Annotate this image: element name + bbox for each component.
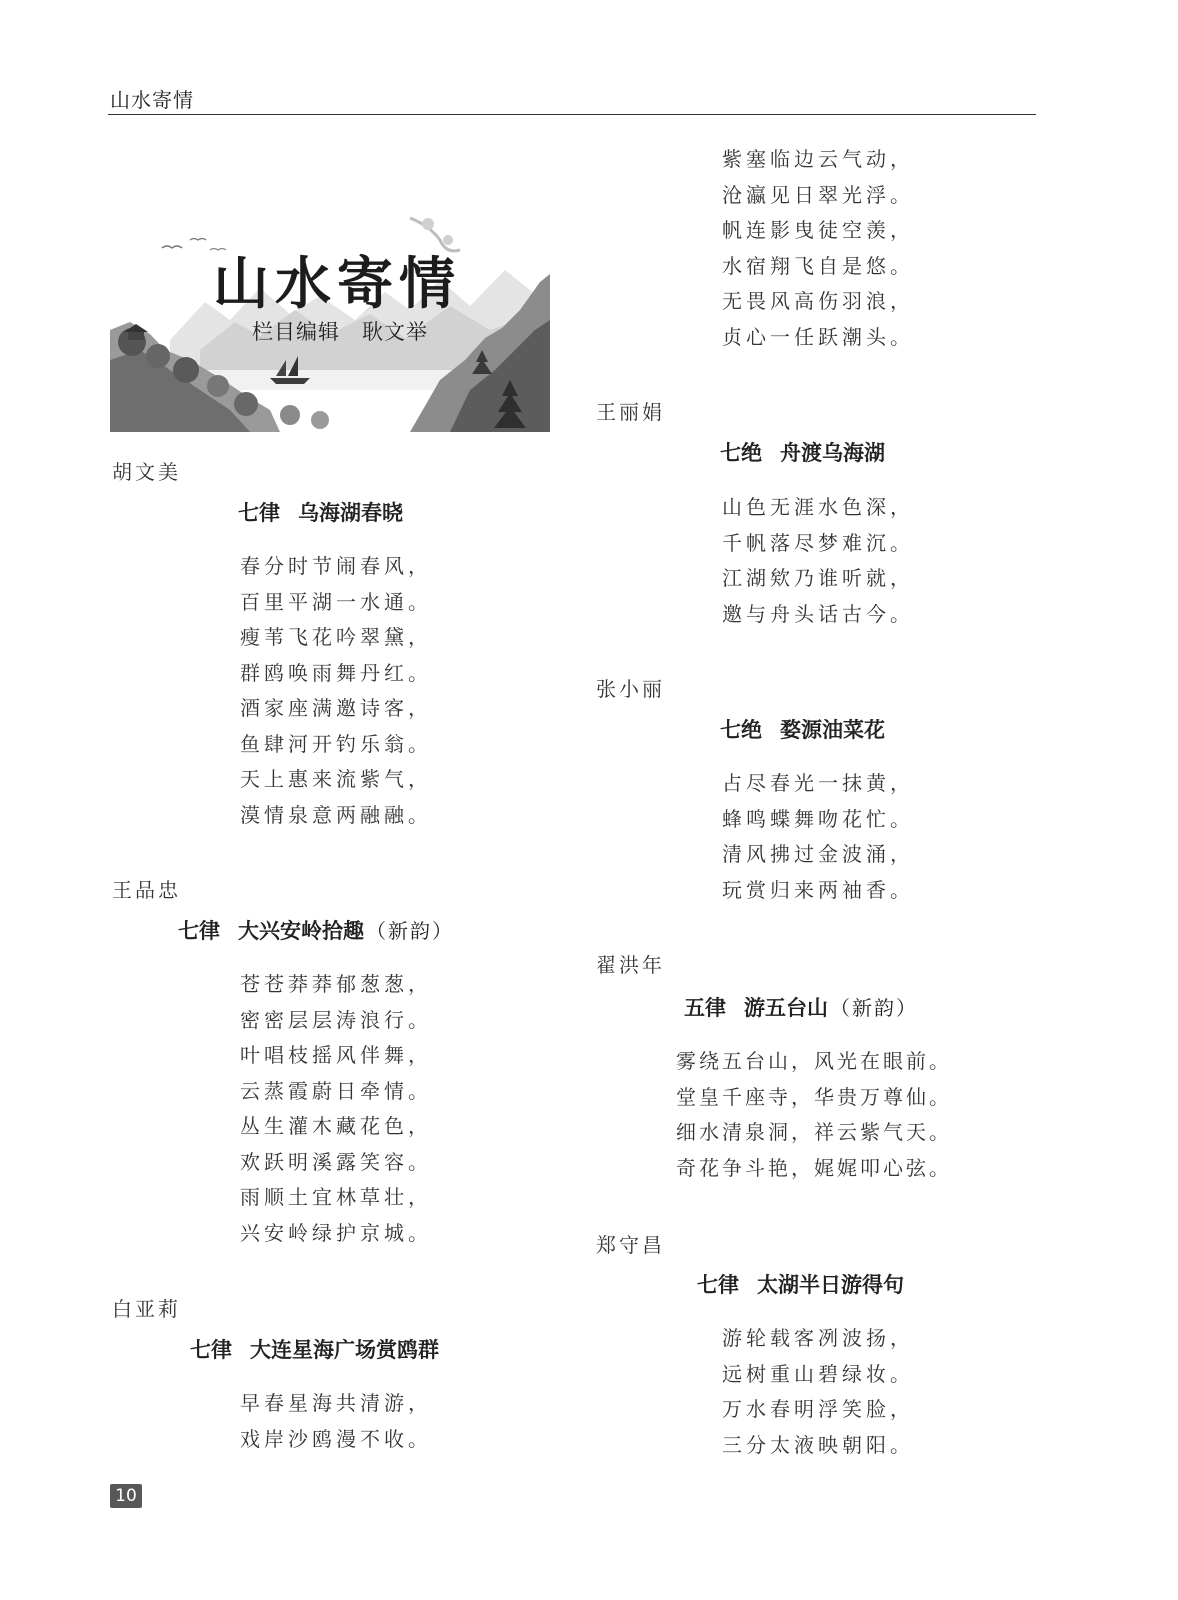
poem-line: 群鸥唤雨舞丹红。 bbox=[240, 660, 432, 685]
poem-line: 万水春明浮笑脸， bbox=[722, 1397, 914, 1421]
poem-line: 紫塞临边云气动， bbox=[722, 147, 914, 171]
poem-line: 苍苍莽莽郁葱葱， bbox=[240, 972, 432, 996]
poem-title-text: 婺源油菜花 bbox=[780, 718, 885, 742]
poem-body bbox=[722, 766, 914, 908]
poem-title bbox=[190, 1334, 439, 1364]
poem-title bbox=[684, 992, 918, 1022]
poem-line: 漠情泉意两融融。 bbox=[240, 802, 432, 827]
poem-line: 三分太液映朝阳。 bbox=[722, 1432, 914, 1457]
poem-line: 欢跃明溪露笑容。 bbox=[240, 1149, 432, 1174]
poem-title bbox=[720, 437, 885, 467]
poem-form: 七绝 bbox=[720, 441, 762, 465]
page-number: 10 bbox=[110, 1484, 142, 1508]
banner-title: 山水寄情 bbox=[213, 251, 461, 317]
poem-line: 蜂鸣蝶舞吻花忙。 bbox=[722, 806, 914, 831]
poem-line: 奇花争斗艳，娓娓叩心弦。 bbox=[676, 1155, 952, 1180]
poem-body bbox=[722, 490, 914, 632]
poem-line: 雾绕五台山，风光在眼前。 bbox=[676, 1049, 952, 1073]
column-banner bbox=[110, 210, 550, 432]
column-editor: 栏目编辑 耿文举 bbox=[252, 320, 428, 344]
poem-line: 瘦苇飞花吟翠黛， bbox=[240, 625, 432, 649]
poem-form: 七律 bbox=[238, 501, 280, 525]
poem-body bbox=[722, 1321, 914, 1463]
poem-title-text: 大兴安岭拾趣 bbox=[238, 919, 364, 943]
poem-line: 玩赏归来两袖香。 bbox=[722, 877, 914, 902]
poem-line: 天上惠来流紫气， bbox=[240, 767, 432, 791]
poem-line: 水宿翔飞自是悠。 bbox=[722, 253, 914, 278]
running-header: 山水寄情 bbox=[110, 88, 194, 112]
poem-author: 胡文美 bbox=[112, 460, 181, 484]
poem-author: 郑守昌 bbox=[596, 1233, 665, 1257]
poem-title bbox=[178, 915, 454, 945]
poem-form: 七律 bbox=[697, 1273, 739, 1297]
poem-author: 王品忠 bbox=[112, 878, 181, 902]
poem-line: 春分时节闹春风， bbox=[240, 554, 432, 578]
poem-line: 山色无涯水色深， bbox=[722, 495, 914, 519]
poem-body bbox=[240, 1386, 432, 1457]
poem-line: 兴安岭绿护京城。 bbox=[240, 1220, 432, 1245]
header-rule bbox=[108, 114, 1036, 115]
poem-author: 王丽娟 bbox=[596, 400, 665, 424]
poem-line: 游轮载客冽波扬， bbox=[722, 1326, 914, 1350]
poem-line: 帆连影曳徒空羡， bbox=[722, 218, 914, 242]
poem-title-text: 舟渡乌海湖 bbox=[780, 441, 885, 465]
poem-body-continued bbox=[722, 142, 914, 355]
poem-title-text: 游五台山 bbox=[744, 996, 828, 1020]
poem-line: 千帆落尽梦难沉。 bbox=[722, 530, 914, 555]
poem-title-text: 大连星海广场赏鸥群 bbox=[250, 1338, 439, 1362]
poem-title-text: 太湖半日游得句 bbox=[757, 1273, 904, 1297]
poem-title bbox=[720, 714, 885, 744]
poem-title bbox=[238, 497, 403, 527]
poem-line: 雨顺土宜林草壮， bbox=[240, 1185, 432, 1209]
poem-line: 细水清泉洞，祥云紫气天。 bbox=[676, 1120, 952, 1144]
poem-line: 邀与舟头话古今。 bbox=[722, 601, 914, 626]
poem-line: 远树重山碧绿妆。 bbox=[722, 1361, 914, 1386]
poem-line: 江湖欸乃谁听就， bbox=[722, 566, 914, 590]
poem-line: 沧瀛见日翠光浮。 bbox=[722, 182, 914, 207]
poem-line: 无畏风高伤羽浪， bbox=[722, 289, 914, 313]
poem-line: 云蒸霞蔚日牵情。 bbox=[240, 1078, 432, 1103]
poem-line: 密密层层涛浪行。 bbox=[240, 1007, 432, 1032]
poem-body bbox=[240, 967, 432, 1251]
poem-author: 白亚莉 bbox=[112, 1297, 181, 1321]
poem-line: 早春星海共清游， bbox=[240, 1391, 432, 1415]
poem-note: （新韵） bbox=[830, 996, 918, 1020]
poem-title bbox=[697, 1269, 904, 1299]
poem-line: 酒家座满邀诗客， bbox=[240, 696, 432, 720]
poem-title-text: 乌海湖春晓 bbox=[298, 501, 403, 525]
poem-body bbox=[240, 549, 432, 833]
poem-line: 叶唱枝摇风伴舞， bbox=[240, 1043, 432, 1067]
poem-line: 清风拂过金波涌， bbox=[722, 842, 914, 866]
poem-line: 百里平湖一水通。 bbox=[240, 589, 432, 614]
poem-form: 七绝 bbox=[720, 718, 762, 742]
poem-body bbox=[676, 1044, 952, 1186]
poem-line: 鱼肆河开钓乐翁。 bbox=[240, 731, 432, 756]
poem-author: 翟洪年 bbox=[596, 953, 665, 977]
poem-line: 贞心一任跃潮头。 bbox=[722, 324, 914, 349]
poem-form: 五律 bbox=[684, 996, 726, 1020]
poem-note: （新韵） bbox=[366, 919, 454, 943]
poem-line: 堂皇千座寺，华贵万尊仙。 bbox=[676, 1084, 952, 1109]
poem-line: 丛生灌木藏花色， bbox=[240, 1114, 432, 1138]
poem-form: 七律 bbox=[178, 919, 220, 943]
poem-form: 七律 bbox=[190, 1338, 232, 1362]
poem-line: 占尽春光一抹黄， bbox=[722, 771, 914, 795]
poem-author: 张小丽 bbox=[596, 677, 665, 701]
poem-line: 戏岸沙鸥漫不收。 bbox=[240, 1426, 432, 1451]
